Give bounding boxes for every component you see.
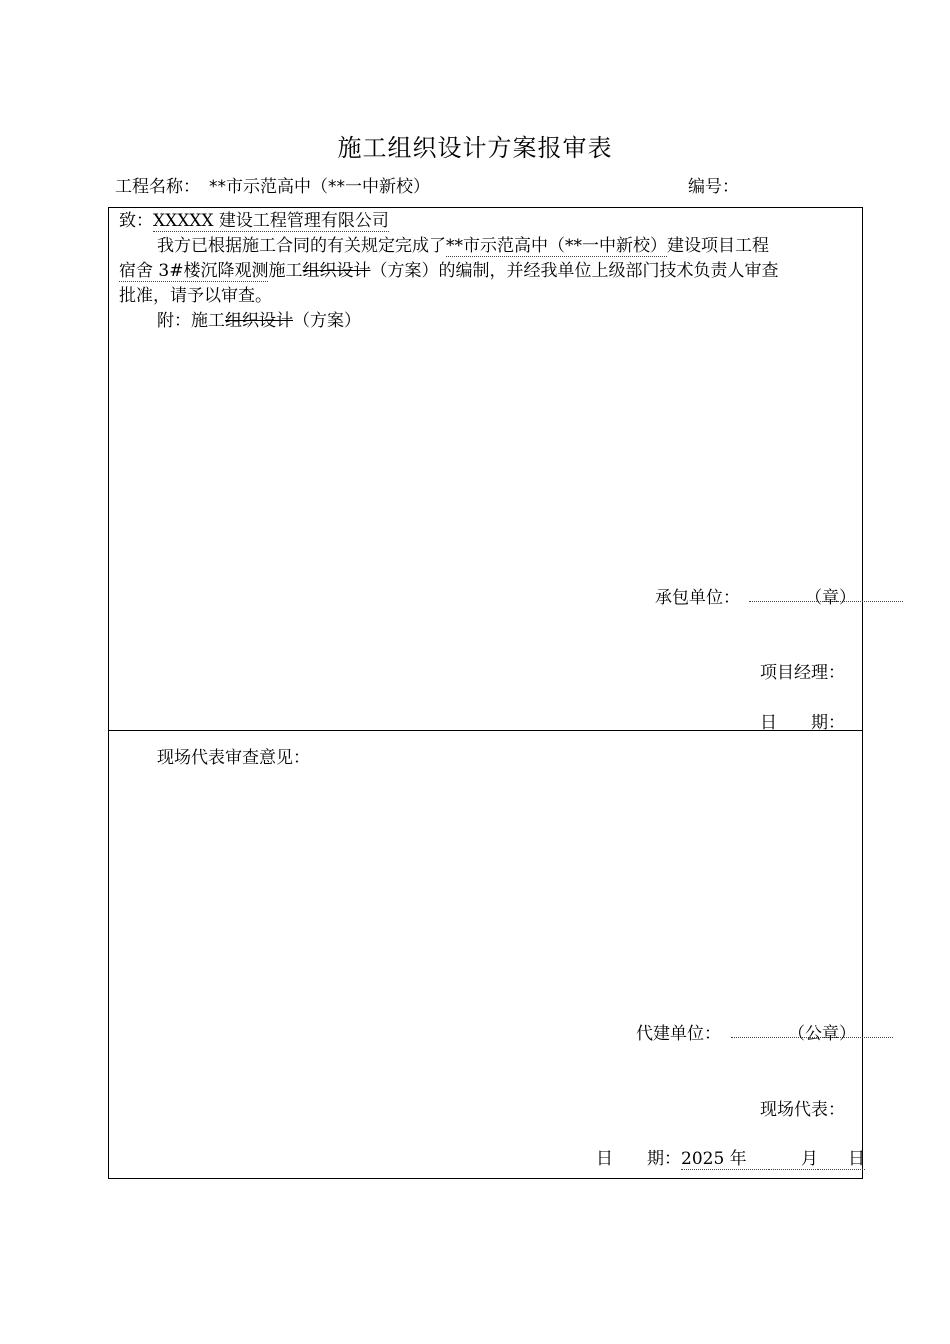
- builder-stamp: （公章）: [788, 1024, 856, 1044]
- statement-line-1: [157, 234, 769, 259]
- review-opinion-label: 现场代表审查意见：: [157, 748, 310, 768]
- statement-suffix: 建设项目工程: [667, 236, 769, 256]
- statement-line-2: [119, 259, 778, 284]
- statement-strike: 组织设计: [302, 261, 371, 281]
- review-date-day[interactable]: 日: [818, 1144, 865, 1170]
- contractor-label: 承包单位：: [655, 588, 740, 608]
- document-number-label: 编号：: [688, 177, 739, 197]
- document-title: 施工组织设计方案报审表: [337, 134, 613, 162]
- attachment-prefix: 附：施工: [157, 311, 225, 331]
- project-name-label: 工程名称：: [115, 177, 200, 197]
- contractor-stamp: （章）: [805, 588, 856, 608]
- builder-label: 代建单位：: [636, 1024, 721, 1044]
- attachment-suffix: （方案）: [293, 311, 361, 331]
- project-name-value: **市示范高中（**一中新校）: [209, 177, 430, 197]
- submission-date-label: 日 期：: [760, 713, 845, 733]
- manager-label: 项目经理：: [760, 663, 845, 683]
- site-rep-label: 现场代表：: [760, 1100, 845, 1120]
- review-date-month[interactable]: 月: [769, 1144, 818, 1170]
- addressee-value: XXXXX 建设工程管理有限公司: [153, 211, 389, 231]
- review-date-year[interactable]: 2025 年: [681, 1144, 769, 1170]
- row-divider: [108, 730, 863, 731]
- attachment-strike: 组织设计: [225, 311, 293, 331]
- statement-item: 宿舍 3#楼沉降观测: [119, 261, 269, 281]
- addressee-label: 致：: [119, 211, 153, 231]
- review-date-line: [596, 1144, 865, 1170]
- statement-prefix: 我方已根据施工合同的有关规定完成了: [157, 236, 446, 256]
- statement-line2-suffix: （方案）的编制，并经我单位上级部门技术负责人审查: [370, 261, 779, 281]
- addressee-line: [119, 209, 389, 234]
- statement-project: **市示范高中（**一中新校）: [446, 236, 667, 256]
- attachment-line: [157, 309, 361, 334]
- form-table: [108, 207, 863, 1179]
- statement-line-3: 批准，请予以审查。: [119, 286, 272, 306]
- review-date-label: 日 期：: [596, 1149, 681, 1169]
- statement-mid: 施工: [268, 261, 303, 281]
